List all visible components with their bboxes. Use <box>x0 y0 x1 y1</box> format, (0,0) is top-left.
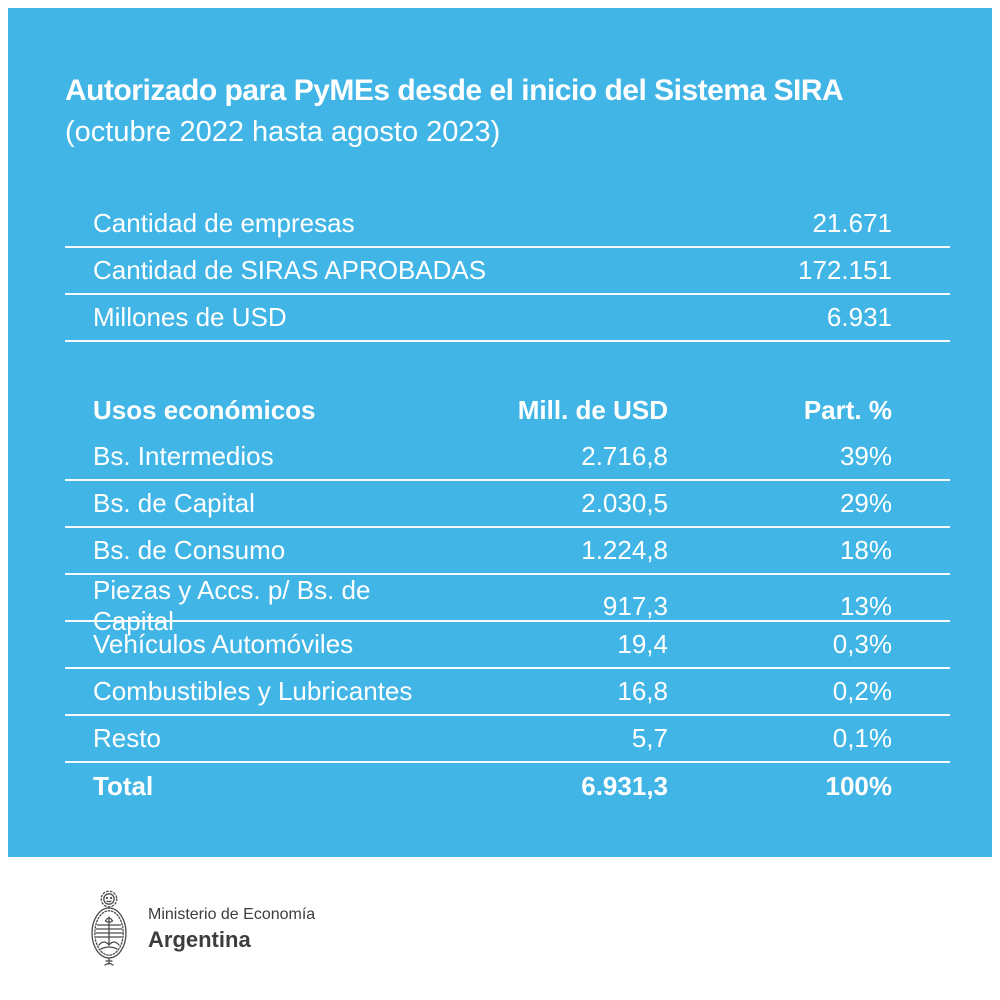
country-name: Argentina <box>148 926 251 952</box>
row-label: Bs. Intermedios <box>93 441 274 471</box>
row-usd: 16,8 <box>617 676 668 706</box>
row-label: Resto <box>93 723 161 753</box>
page-title: Autorizado para PyMEs desde el inicio del Sistema SIRA <box>65 74 844 107</box>
col-header-usos: Usos económicos <box>93 395 316 425</box>
row-label: Bs. de Consumo <box>93 535 286 565</box>
row-part: 18% <box>839 535 892 565</box>
blue-panel <box>8 8 992 857</box>
row-part: 13% <box>839 590 892 621</box>
row-usd: 2.716,8 <box>581 441 668 471</box>
footer <box>0 857 1000 1000</box>
argentina-coat-of-arms-icon <box>87 889 131 969</box>
row-part: 29% <box>839 488 892 518</box>
table-header-row <box>65 387 950 434</box>
page-subtitle: (octubre 2022 hasta agosto 2023) <box>65 116 501 148</box>
summary-label: Millones de USD <box>93 302 287 332</box>
row-usd: 1.224,8 <box>581 535 668 565</box>
row-usd: 19,4 <box>617 629 668 659</box>
table-row <box>65 669 950 716</box>
row-part: 0,2% <box>832 676 892 706</box>
row-part: 39% <box>839 441 892 471</box>
summary-value: 172.151 <box>798 255 892 285</box>
table-row <box>65 575 950 636</box>
summary-value: 6.931 <box>826 302 892 332</box>
table-row <box>65 716 950 763</box>
total-usd: 6.931,3 <box>581 771 668 801</box>
row-usd: 5,7 <box>631 723 668 753</box>
table-total-row <box>65 763 950 810</box>
title-block <box>65 8 950 152</box>
row-part: 0,1% <box>832 723 892 753</box>
summary-row <box>65 295 950 342</box>
row-label: Combustibles y Lubricantes <box>93 676 413 706</box>
table-row <box>65 481 950 528</box>
table-row <box>65 434 950 481</box>
summary-label: Cantidad de SIRAS APROBADAS <box>93 255 487 285</box>
summary-row <box>65 248 950 295</box>
summary-table <box>65 201 950 342</box>
row-label: Piezas y Accs. p/ Bs. de Capital <box>93 575 371 636</box>
summary-row <box>65 201 950 248</box>
ministry-name: Ministerio de Economía <box>148 905 316 923</box>
col-header-usd: Mill. de USD <box>517 395 668 425</box>
summary-value: 21.671 <box>812 208 892 238</box>
table-row <box>65 622 950 669</box>
total-label: Total <box>93 771 154 801</box>
row-label: Vehículos Automóviles <box>93 629 354 659</box>
col-header-part: Part. % <box>803 395 892 425</box>
row-label: Bs. de Capital <box>93 488 255 518</box>
row-usd: 917,3 <box>602 590 668 621</box>
usage-table <box>65 387 950 810</box>
row-usd: 2.030,5 <box>581 488 668 518</box>
table-row <box>65 528 950 575</box>
total-part: 100% <box>825 771 892 801</box>
row-part: 0,3% <box>832 629 892 659</box>
footer-text <box>148 905 315 953</box>
summary-label: Cantidad de empresas <box>93 208 355 238</box>
